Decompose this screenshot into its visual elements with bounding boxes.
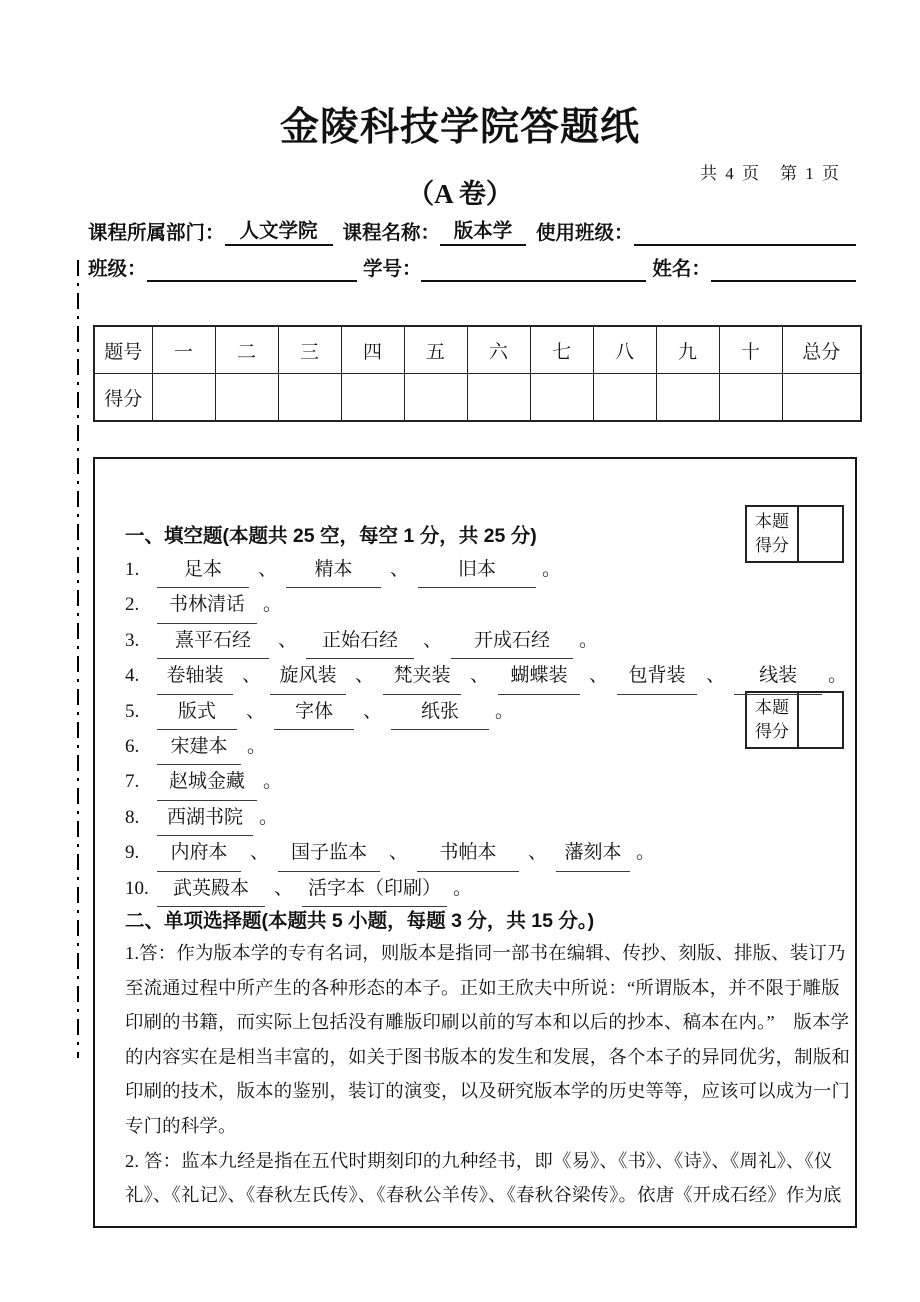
fill-item	[125, 623, 847, 658]
table-header-cell: 一	[152, 326, 215, 374]
class-blank	[147, 280, 357, 282]
paper-version-label: （A 卷）	[407, 179, 513, 209]
table-header-cell: 二	[215, 326, 278, 374]
course-name-value: 版本学	[440, 219, 526, 246]
separator: 、	[355, 665, 375, 687]
score-box-label-line1: 本题	[755, 698, 789, 717]
answer-blank: 卷轴装	[157, 658, 233, 694]
student-id-blank	[421, 280, 646, 282]
answer-blank: 梵夹装	[383, 658, 461, 694]
class-label: 班级：	[88, 258, 147, 280]
answer-text-line: 礼》、《礼记》、《春秋左氏传》、《春秋公羊传》、《春秋谷梁传》。依唐《开成石经》作为底	[125, 1185, 842, 1206]
item-number: 1.	[125, 559, 140, 580]
answer-blank: 蝴蝶装	[498, 658, 580, 694]
separator: 、	[423, 629, 443, 651]
section2-heading: 二、单项选择题(本题共 5 小题，每题 3 分，共 15 分。)	[125, 910, 595, 932]
separator: 、	[242, 665, 262, 687]
fill-item	[125, 871, 847, 906]
separator: 、	[363, 700, 383, 722]
answer-blank: 线装	[734, 658, 822, 694]
score-table-header-row	[94, 326, 861, 374]
fill-item	[125, 764, 847, 799]
page-count: 共 4 页 第 1 页	[700, 164, 841, 183]
answer-paragraphs	[125, 936, 851, 1213]
answer-blank: 字体	[274, 694, 354, 730]
separator: 、	[528, 842, 548, 864]
separator: 、	[470, 665, 490, 687]
answer-blank: 书帕本	[417, 835, 519, 871]
fill-item	[125, 658, 847, 693]
item-number: 9.	[125, 842, 140, 864]
score-value-cell	[593, 374, 656, 422]
left-margin-dashed-line	[77, 260, 79, 1058]
score-box-label-line2: 得分	[755, 722, 789, 741]
fill-item	[125, 800, 847, 835]
separator: 、	[274, 877, 294, 899]
fill-item	[125, 587, 847, 622]
course-name-label: 课程名称：	[342, 222, 441, 244]
separator: 、	[390, 559, 410, 580]
item-number: 10.	[125, 877, 149, 899]
score-value-cell	[404, 374, 467, 422]
answer-blank: 内府本	[157, 835, 241, 871]
answer-blank: 精本	[286, 552, 381, 588]
terminator: 。	[259, 806, 279, 828]
answer-text-line: 专门的科学。	[125, 1115, 237, 1136]
answer-text-line: 印刷的技术，版本的鉴别，装订的演变，以及研究版本学的历史等等，应该可以成为一门	[125, 1081, 851, 1102]
terminator: 。	[542, 559, 562, 580]
item-number: 5.	[125, 700, 140, 722]
separator: 、	[250, 842, 270, 864]
main-answer-box	[93, 457, 857, 1228]
name-blank	[711, 280, 856, 282]
fill-item	[125, 552, 847, 587]
student-info-line	[88, 257, 856, 282]
terminator: 。	[495, 700, 515, 722]
score-box-label-line2: 得分	[755, 536, 789, 555]
separator: 、	[258, 559, 278, 580]
item-number: 8.	[125, 806, 140, 828]
section1-heading: 一、填空题(本题共 25 空，每空 1 分，共 25 分)	[125, 525, 537, 547]
use-class-label: 使用班级：	[536, 222, 634, 244]
terminator: 。	[636, 842, 656, 864]
answer-blank: 武英殿本	[157, 871, 265, 907]
answer-blank: 国子监本	[278, 835, 380, 871]
table-header-cell: 八	[593, 326, 656, 374]
answer-blank: 藩刻本	[556, 835, 630, 871]
item-number: 3.	[125, 629, 140, 651]
separator: 、	[278, 629, 298, 651]
answer-text-line: 的内容实在是相当丰富的，如关于图书版本的发生和发展，各个本子的异同优劣，制版和	[125, 1046, 851, 1067]
score-value-cell	[215, 374, 278, 422]
answer-blank: 正始石经	[306, 623, 414, 659]
score-value-cell	[152, 374, 215, 422]
table-header-cell: 总分	[782, 326, 861, 374]
score-row-label-cell: 得分	[94, 374, 152, 422]
score-summary-table	[93, 325, 862, 422]
item-number: 2.	[125, 594, 140, 616]
score-value-cell	[278, 374, 341, 422]
score-value-cell	[530, 374, 593, 422]
separator: 、	[246, 700, 266, 722]
answer-blank: 赵城金藏	[157, 764, 257, 800]
terminator: 。	[579, 629, 599, 651]
answer-blank: 旧本	[418, 552, 536, 588]
answer-blank: 版式	[157, 694, 237, 730]
answer-blank: 纸张	[391, 694, 489, 730]
item-number: 4.	[125, 665, 140, 687]
table-header-cell: 题号	[94, 326, 152, 374]
table-header-cell: 三	[278, 326, 341, 374]
score-box-label-line1: 本题	[755, 512, 789, 531]
terminator: 。	[263, 771, 283, 793]
table-header-cell: 四	[341, 326, 404, 374]
use-class-blank	[634, 244, 856, 246]
student-id-label: 学号：	[362, 258, 422, 280]
score-table-score-row	[94, 374, 861, 422]
table-header-cell: 五	[404, 326, 467, 374]
answer-blank: 宋建本	[157, 729, 241, 765]
answer-blank: 旋风装	[270, 658, 346, 694]
answer-blank: 熹平石经	[157, 623, 269, 659]
item-number: 7.	[125, 771, 140, 793]
course-info-line	[88, 219, 856, 246]
answer-blank: 包背装	[617, 658, 697, 694]
dept-label: 课程所属部门：	[88, 222, 225, 244]
answer-text-line: 1.答：作为版本学的专有名词，则版本是指同一部书在编辑、传抄、刻版、排版、装订乃	[125, 943, 846, 963]
name-label: 姓名：	[652, 258, 711, 280]
answer-blank: 足本	[157, 552, 249, 588]
table-header-cell: 十	[719, 326, 782, 374]
separator: 、	[706, 665, 726, 687]
page-title: 金陵科技学院答题纸	[279, 104, 640, 150]
answer-text-line: 至流通过程中所产生的各种形态的本子。正如王欣夫中所说：“所谓版本，并不限于雕版	[125, 977, 840, 998]
item-number: 6.	[125, 735, 140, 757]
separator: 、	[589, 665, 609, 687]
fill-in-items	[125, 552, 847, 906]
fill-item	[125, 694, 847, 729]
score-value-cell	[719, 374, 782, 422]
answer-text-line: 印刷的书籍，而实际上包括没有雕版印刷以前的写本和以后的抄本、稿本在内。” 版本学	[125, 1012, 850, 1033]
answer-blank: 书林清话	[157, 587, 257, 623]
fill-item	[125, 835, 847, 870]
score-value-cell	[467, 374, 530, 422]
table-header-cell: 六	[467, 326, 530, 374]
score-value-cell	[782, 374, 861, 422]
table-header-cell: 七	[530, 326, 593, 374]
answer-blank: 西湖书院	[157, 800, 253, 836]
answer-text-line: 2. 答：监本九经是指在五代时期刻印的九种经书，即《易》、《书》、《诗》、《周礼》、《仪	[125, 1150, 833, 1171]
table-header-cell: 九	[656, 326, 719, 374]
fill-item	[125, 729, 847, 764]
terminator: 。	[828, 665, 848, 687]
score-value-cell	[341, 374, 404, 422]
terminator: 。	[263, 594, 283, 616]
terminator: 。	[247, 735, 267, 757]
separator: 、	[389, 842, 409, 864]
answer-blank: 开成石经	[451, 623, 573, 659]
terminator: 。	[453, 877, 473, 899]
score-value-cell	[656, 374, 719, 422]
answer-blank: 活字本（印刷）	[302, 871, 447, 907]
dept-value: 人文学院	[225, 219, 333, 246]
